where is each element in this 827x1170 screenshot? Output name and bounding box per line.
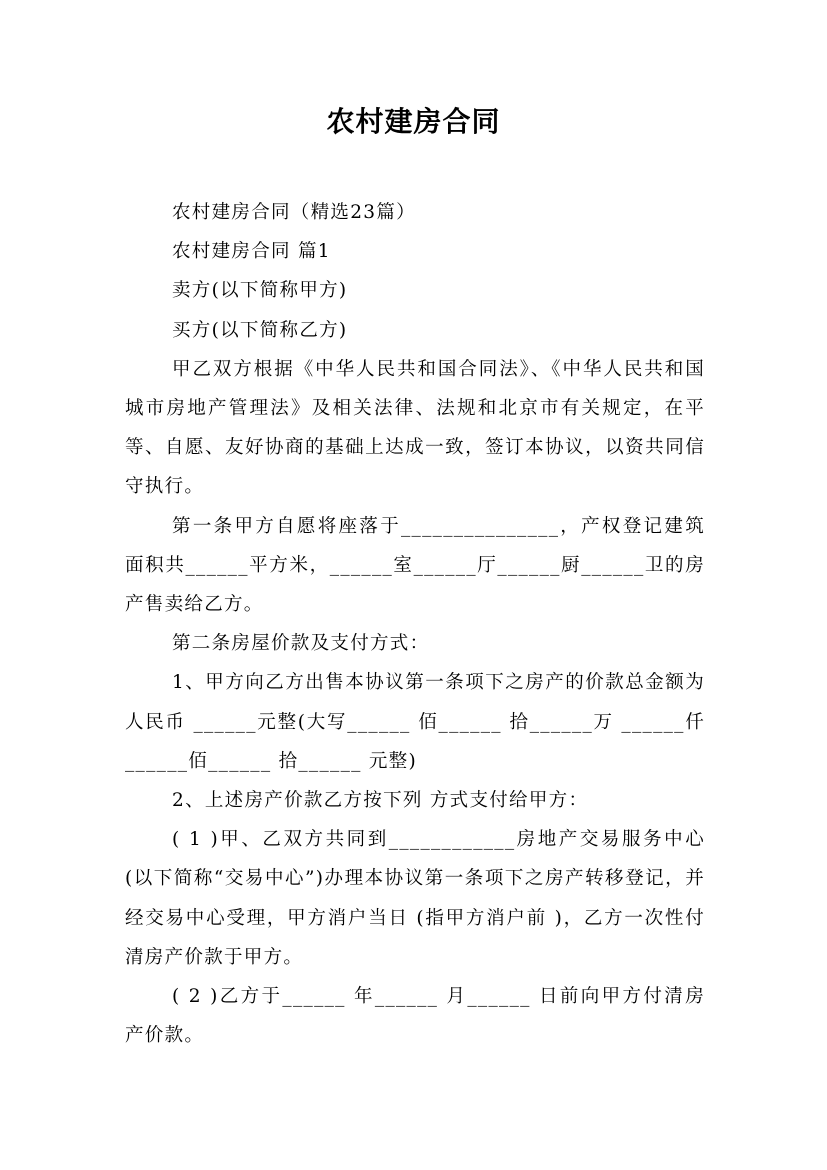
paragraph-price: 1、甲方向乙方出售本协议第一条项下之房产的价款总金额为人民币 ______元整(大写______ 佰______ 拾______万 ______仟 ______佰______ 拾______ 元整): [125, 672, 705, 772]
paragraph-seller: 卖方(以下简称甲方): [172, 280, 348, 302]
document-body: [125, 193, 705, 1055]
document-title: 农村建房合同: [326, 105, 501, 138]
paragraph-payment-option-2: ( 2 )乙方于______ 年______ 月______ 日前向甲方付清房产价款。: [125, 986, 705, 1047]
paragraph-payment-option-1: ( 1 )甲、乙双方共同到____________房地产交易服务中心(以下简称“交易中心”)办理本协议第一条项下之房产转移登记，并经交易中心受理，甲方消户当日 (指甲方消户前 )，乙方一次性付清房产价款于甲方。: [125, 829, 705, 968]
paragraph-article-1: 第一条甲方自愿将座落于_______________，产权登记建筑面积共______平方米，______室______厅______厨______卫的房产售卖给乙方。: [125, 515, 705, 616]
paragraph-preamble: 甲乙双方根据《中华人民共和国合同法》、《中华人民共和国城市房地产管理法》及相关法律、法规和北京市有关规定，在平等、自愿、友好协商的基础上达成一致，签订本协议，以资共同信守执行。: [125, 358, 705, 498]
paragraph-section-heading: 农村建房合同 篇1: [172, 241, 331, 263]
paragraph-payment-method: 2、上述房产价款乙方按下列 方式支付给甲方：: [172, 790, 589, 812]
paragraph-buyer: 买方(以下简称乙方): [172, 319, 348, 341]
paragraph-subtitle: 农村建房合同（精选23篇）: [172, 202, 416, 223]
paragraph-article-2-heading: 第二条房屋价款及支付方式：: [172, 633, 430, 655]
